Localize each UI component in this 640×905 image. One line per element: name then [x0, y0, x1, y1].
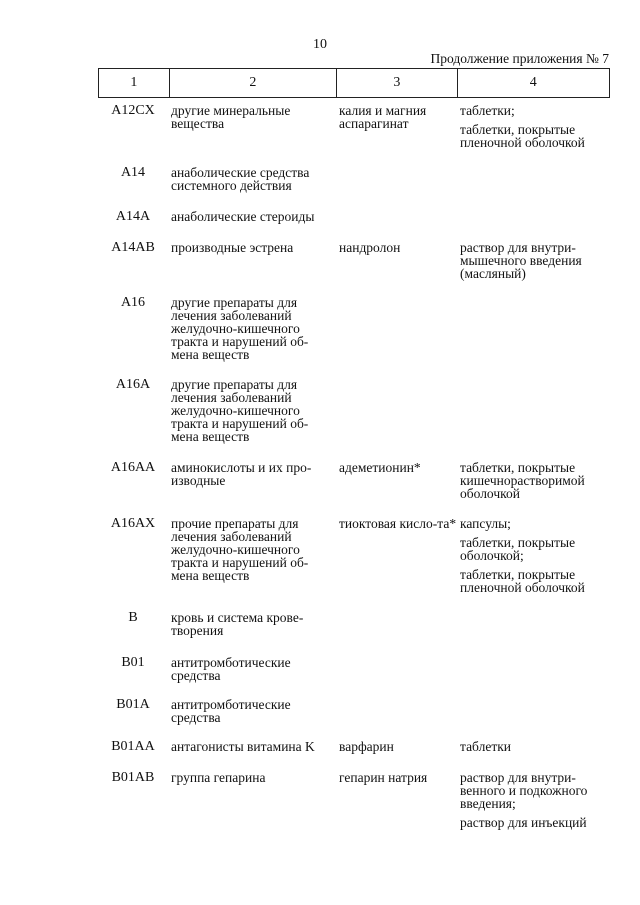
dosage-form-item: таблетки, покрытые кишечнорастворимой оболочкой	[460, 460, 585, 501]
drug-name-cell: калия и магния аспарагинат	[339, 103, 427, 131]
medicine-table	[98, 68, 610, 830]
dosage-forms-cell	[457, 517, 610, 594]
drug-name-cell: нандролон	[339, 240, 401, 255]
group-name-cell: антагонисты витамина K	[171, 739, 315, 754]
dosage-form-item: раствор для внутри-венного и подкожного введения;	[460, 770, 588, 811]
group-name-cell: группа гепарина	[171, 770, 266, 785]
dosage-forms-cell	[457, 461, 610, 500]
table-row	[98, 166, 610, 192]
dosage-form-item: таблетки;	[460, 103, 515, 118]
page-number: 10	[313, 37, 327, 52]
group-name-cell: прочие препараты для лечения заболеваний желудочно-кишечного тракта и нарушений об-мена веществ	[171, 516, 309, 583]
dosage-form-item: таблетки, покрытые пленочной оболочкой	[460, 567, 585, 595]
group-name-cell: другие препараты для лечения заболеваний желудочно-кишечного тракта и нарушений об-мена веществ	[171, 377, 309, 444]
drug-name-cell	[336, 611, 457, 637]
group-name-cell: другие минеральные вещества	[171, 103, 291, 131]
column-header-1: 1	[130, 75, 138, 90]
drug-name-cell	[336, 698, 457, 724]
dosage-forms-cell	[457, 611, 610, 637]
table-row	[98, 771, 610, 829]
atc-code-cell: A14	[120, 165, 146, 180]
dosage-form-item: раствор для инъекций	[460, 815, 587, 830]
table-row	[98, 378, 610, 443]
dosage-forms-cell	[457, 104, 610, 149]
table-row	[98, 611, 610, 637]
atc-code-cell: A12CX	[111, 103, 155, 118]
dosage-forms-cell	[457, 771, 610, 829]
table-row	[98, 296, 610, 361]
table-row	[98, 241, 610, 280]
drug-name-cell	[336, 296, 457, 361]
table-row	[98, 517, 610, 594]
dosage-forms-cell	[457, 210, 610, 224]
table-row	[98, 740, 610, 754]
atc-code-cell: A14A	[115, 209, 151, 224]
drug-name-cell	[336, 210, 457, 224]
group-name-cell: другие препараты для лечения заболеваний желудочно-кишечного тракта и нарушений об-мена веществ	[171, 295, 309, 362]
dosage-form-item: таблетки	[460, 739, 512, 754]
table-row	[98, 210, 610, 224]
dosage-forms-cell	[457, 296, 610, 361]
drug-name-cell: варфарин	[339, 739, 394, 754]
group-name-cell: анаболические средства системного действия	[171, 165, 310, 193]
atc-code-cell: A16	[120, 295, 146, 310]
dosage-forms-cell	[457, 698, 610, 724]
group-name-cell: кровь и система крове-творения	[171, 610, 304, 638]
group-name-cell: антитромботические средства	[171, 655, 291, 683]
table-row	[98, 104, 610, 149]
atc-code-cell: A16AA	[110, 460, 156, 475]
dosage-form-item: таблетки, покрытые оболочкой;	[460, 535, 576, 563]
dosage-forms-cell	[457, 656, 610, 682]
table-row	[98, 461, 610, 500]
group-name-cell: производные эстрена	[171, 240, 294, 255]
drug-name-cell	[336, 166, 457, 192]
table-header	[98, 68, 610, 98]
atc-code-cell: B01	[121, 655, 145, 670]
dosage-form-item: капсулы;	[460, 516, 511, 531]
table-row	[98, 698, 610, 724]
drug-name-cell	[336, 378, 457, 443]
group-name-cell: аминокислоты и их про-изводные	[171, 460, 312, 488]
group-name-cell: анаболические стероиды	[171, 209, 315, 224]
atc-code-cell: B01A	[116, 697, 150, 712]
drug-name-cell: адеметионин*	[339, 460, 421, 475]
dosage-forms-cell	[457, 241, 610, 280]
column-header-4: 4	[457, 69, 609, 97]
dosage-forms-cell	[457, 166, 610, 192]
atc-code-cell: B01AB	[111, 770, 155, 785]
table-row	[98, 656, 610, 682]
atc-code-cell: B01AA	[111, 739, 155, 754]
drug-name-cell: гепарин натрия	[339, 770, 428, 785]
group-name-cell: антитромботические средства	[171, 697, 291, 725]
appendix-note: Продолжение приложения № 7	[430, 51, 609, 66]
atc-code-cell: B	[128, 610, 138, 625]
atc-code-cell: A16AX	[110, 516, 156, 531]
drug-name-cell	[336, 656, 457, 682]
drug-name-cell: тиоктовая кисло-та*	[339, 516, 457, 531]
column-header-2: 2	[169, 69, 336, 97]
dosage-forms-cell	[457, 740, 610, 754]
dosage-form-item: раствор для внутри-мышечного введения (масляный)	[460, 240, 582, 281]
column-header-3: 3	[336, 69, 457, 97]
atc-code-cell: A16A	[115, 377, 151, 392]
dosage-form-item: таблетки, покрытые пленочной оболочкой	[460, 122, 585, 150]
dosage-forms-cell	[457, 378, 610, 443]
atc-code-cell: A14AB	[111, 240, 155, 255]
